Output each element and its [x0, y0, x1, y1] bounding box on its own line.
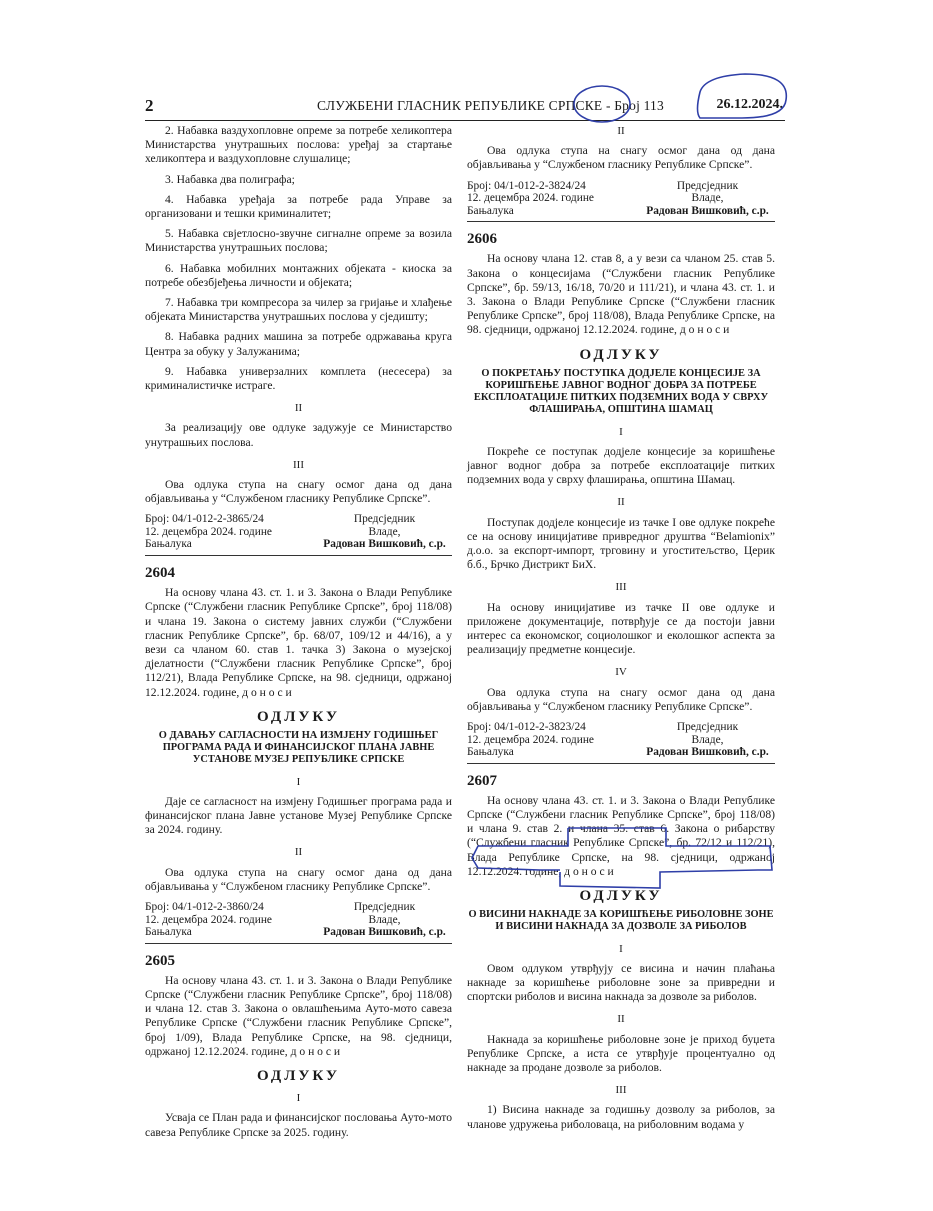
signer-body: Владе,	[368, 913, 401, 926]
page-number: 2	[145, 96, 154, 115]
section-label: II	[294, 846, 303, 859]
section-text: Ова одлука ступа на снагу осмог дана од дана објављивања у “Службеном гласнику Републике Српске”.	[145, 865, 452, 893]
section-label: II	[617, 496, 625, 509]
section-label: I	[619, 942, 623, 955]
section-label: II	[617, 1013, 625, 1026]
signer-body: Владе,	[368, 525, 401, 538]
preamble: На основу члана 12. став 8, а у вези са чланом 25. став 5. Закона о концесијама (“Службени гласник Републике Српске”, бр. 59/13, 16/18, 70/20 и 111/21), и члана 43. ст. 1. и 3. Закона о Влади Републике Српске (“Службени гласник Републике Српске”, број 118/08), Влада Републике Српске, на 98. сједници, одржаној 12.12.2024. године, д о н о с и	[467, 252, 775, 337]
section-text: Ова одлука ступа на снагу осмог дана од дана објављивања у “Службеном гласнику Републике Српске”.	[467, 144, 775, 172]
decision-heading: ОДЛУКУ	[256, 708, 340, 725]
decision-heading: ОДЛУКУ	[256, 1067, 340, 1084]
list-item: 2. Набавка ваздухопловне опреме за потребе хеликоптера Министарства унутрашњих послова: уређај за стартање хеликоптера и ваздухопловне слушалице;	[145, 124, 452, 166]
signer-role: Предсједник	[676, 179, 739, 192]
signer-body: Владе,	[691, 733, 724, 746]
signer-name: Радован Вишковић, с.р.	[646, 204, 769, 217]
ref-place: Бањалука	[467, 746, 514, 758]
signer-name: Радован Вишковић, с.р.	[646, 746, 769, 758]
ref-date: 12. децембра 2024. године	[467, 733, 594, 746]
list-item: 3. Набавка два полиграфа;	[165, 172, 295, 186]
section-label: I	[296, 775, 301, 788]
decision-number: 2606	[467, 231, 497, 248]
ink-box-left	[472, 828, 568, 870]
decision-heading: ОДЛУКУ	[579, 346, 663, 363]
ref-number: Број: 04/1-012-2-3860/24	[145, 901, 264, 914]
section-text: Покреће се поступак додјеле концесије за коришћење јавног водног добра за потребе експлоатације питких подземних вода у сврху флаширања, општина Шамац.	[467, 444, 775, 487]
section-label: I	[619, 425, 623, 438]
signer-role: Предсједник	[353, 513, 416, 526]
preamble: На основу члана 43. ст. 1. и 3. Закона о Влади Републике Српске (“Службени гласник Републике Српске”, број 118/08) и члана 12. став 3. Закона о овлашћењима Ауто-мото савеза Републике Српске (“Службени гласник Републике Српске”, број 1/09), Влада Републике Српске, на 98. сједници, одржаној 12.12.2024. године, д о н о с и	[145, 973, 452, 1058]
section-label: III	[615, 581, 627, 594]
section-label: III	[293, 458, 304, 471]
decision-number: 2607	[467, 772, 497, 789]
signer-name: Радован Вишковић, с.р.	[323, 926, 446, 939]
signer-role: Предсједник	[676, 721, 739, 733]
section-text: Овом одлуком утврђују се висина и начин плаћања накнаде за коришћење риболовне зоне за привредни и спортски риболов и висина накнада за дозволе за риболов.	[467, 961, 775, 1004]
section-text: За реализацију ове одлуке задужује се Министарство унутрашњих послова.	[145, 421, 452, 449]
list-item: 5. Набавка свјетлосно-звучне сигналне опреме за возила Министарства унутрашњих послова;	[145, 227, 452, 255]
ink-circle-date	[698, 74, 787, 118]
ref-number: Број: 04/1-012-2-3823/24	[467, 721, 586, 733]
section-label: IV	[615, 666, 627, 679]
list-item: 7. Набавка три компресора за чилер за гријање и хлађење објеката Министарства унутрашњих послова у сједишту;	[145, 296, 452, 324]
list-item: 6. Набавка мобилних монтажних објеката - киоска за потребе обезбјеђења личности и објеката;	[145, 261, 452, 289]
decision-heading: ОДЛУКУ	[579, 887, 663, 904]
signer-role: Предсједник	[353, 901, 416, 914]
section-text: Даје се сагласност на измјену Годишњег програма рада и финансијског плана Јавне установе Музеј Републике Српске за 2024. годину.	[145, 794, 452, 837]
section-label: II	[617, 125, 625, 137]
ink-circle-issue	[574, 86, 630, 122]
list-item: 4. Набавка уређаја за потребе рада Управе за организовани и тешки криминалитет;	[145, 192, 452, 221]
list-item: 8. Набавка радних машина за потребе одржавања круга Центра за обуку у Залужанима;	[145, 330, 452, 358]
ref-date: 12. децембра 2024. године	[145, 525, 272, 538]
decision-number: 2604	[145, 564, 175, 581]
section-text: На основу иницијативе из тачке II ове одлуке и приложене документације, потврђује се да постоји јавни интерес са економског, социолошког и еколошког аспекта за реализацију предметне концесије.	[467, 600, 775, 657]
decision-number: 2605	[145, 952, 175, 969]
section-text: Ова одлука ступа на снагу осмог дана од дана објављивања у “Службеном гласнику Републике Српске”.	[145, 478, 452, 506]
ref-place: Бањалука	[145, 538, 192, 551]
section-text: 1) Висина накнаде за годишњу дозволу за риболов, за чланове удружења риболоваца, на риболовним водама у	[467, 1103, 775, 1131]
signer-name: Радован Вишковић, с.р.	[323, 538, 446, 551]
section-label: I	[296, 1092, 301, 1105]
ref-date: 12. децембра 2024. године	[145, 913, 272, 926]
ink-box-right	[560, 828, 772, 888]
section-text: Ова одлука ступа на снагу осмог дана од дана објављивања у “Службеном гласнику Републике Српске”.	[467, 685, 775, 713]
list-item: 9. Набавка универзалних комплета (несесера) за криминалистичке истраге.	[145, 364, 452, 393]
decision-subtitle: О ДАВАЊУ САГЛАСНОСТИ НА ИЗМЈЕНУ ГОДИШЊЕГ ПРОГРАМА РАДА И ФИНАНСИЈСКОГ ПЛАНА ЈАВНЕ УСТАНОВЕ МУЗЕЈ РЕПУБЛИКЕ СРПСКЕ	[158, 730, 439, 766]
ref-place: Бањалука	[145, 926, 192, 939]
decision-subtitle: О ВИСИНИ НАКНАДЕ ЗА КОРИШЋЕЊЕ РИБОЛОВНЕ ЗОНЕ И ВИСИНИ НАКНАДА ЗА ДОЗВОЛЕ ЗА РИБОЛОВ	[468, 909, 774, 933]
section-label: II	[294, 402, 303, 415]
signer-body: Владе,	[691, 192, 724, 205]
ref-place: Бањалука	[467, 204, 514, 217]
preamble: На основу члана 43. ст. 1. и 3. Закона о Влади Републике Српске (“Службени гласник Републике Српске”, број 118/08) и члана 9. став 2. и члана 35. став 6. Закона о рибарству (“Службени гласник Републике Српске”, бр. 72/12 и 112/21), Влада Републике Српске, на 98. сједници, одржаној 12.12.2024. године, д о н о с и	[467, 793, 775, 878]
gazette-title: СЛУЖБЕНИ ГЛАСНИК РЕПУБЛИКЕ СРПСКЕ - Број 113	[317, 98, 664, 113]
decision-subtitle: О ПОКРЕТАЊУ ПОСТУПКА ДОДЈЕЛЕ КОНЦЕСИЈЕ ЗА КОРИШЋЕЊЕ ЈАВНОГ ВОДНОГ ДОБРА ЗА ПОТРЕБЕ ЕКСПЛОАТАЦИЈЕ ПИТКИХ ПОДЗЕМНИХ ВОДА У СВРХУ ФЛАШИРАЊА, ОПШТИНА ШАМАЦ	[473, 367, 769, 416]
section-text: Поступак додјеле концесије из тачке I ове одлуке покреће се на основу иницијативе привредног друштва “Belamionix” д.о.о. за експорт-импорт, трговину и угоститељство, Церик б.б., Брчко Дистрикт БиХ.	[467, 515, 775, 572]
ref-date: 12. децембра 2024. године	[467, 192, 594, 205]
section-label: III	[615, 1084, 627, 1097]
preamble: На основу члана 43. ст. 1. и 3. Закона о Влади Републике Српске (“Службени гласник Републике Српске”, број 118/08) и члана 19. Закона о систему јавних служби (“Службени гласник Републике Српске”, бр. 68/07, 109/12 и 44/16), а у вези са чланом 60. став 1. тачка 3) Закона о музејској дјелатности (“Службени гласник Републике Српске”, број 112/21), Влада Републике Српске, на 98. сједници, одржаној 12.12.2024. године, д о н о с и	[145, 586, 452, 699]
section-text: Усваја се План рада и финансијског пословања Ауто-мото савеза Републике Српске за 2025. годину.	[145, 1111, 452, 1139]
ref-number: Број: 04/1-012-2-3865/24	[145, 513, 264, 526]
issue-date: 26.12.2024.	[716, 97, 783, 112]
section-text: Накнада за коришћење риболовне зоне је приход буџета Републике Српске, а иста се утврђује процентуално од накнаде за продане дозволе за риболов.	[467, 1032, 775, 1074]
ref-number: Број: 04/1-012-2-3824/24	[467, 179, 586, 192]
